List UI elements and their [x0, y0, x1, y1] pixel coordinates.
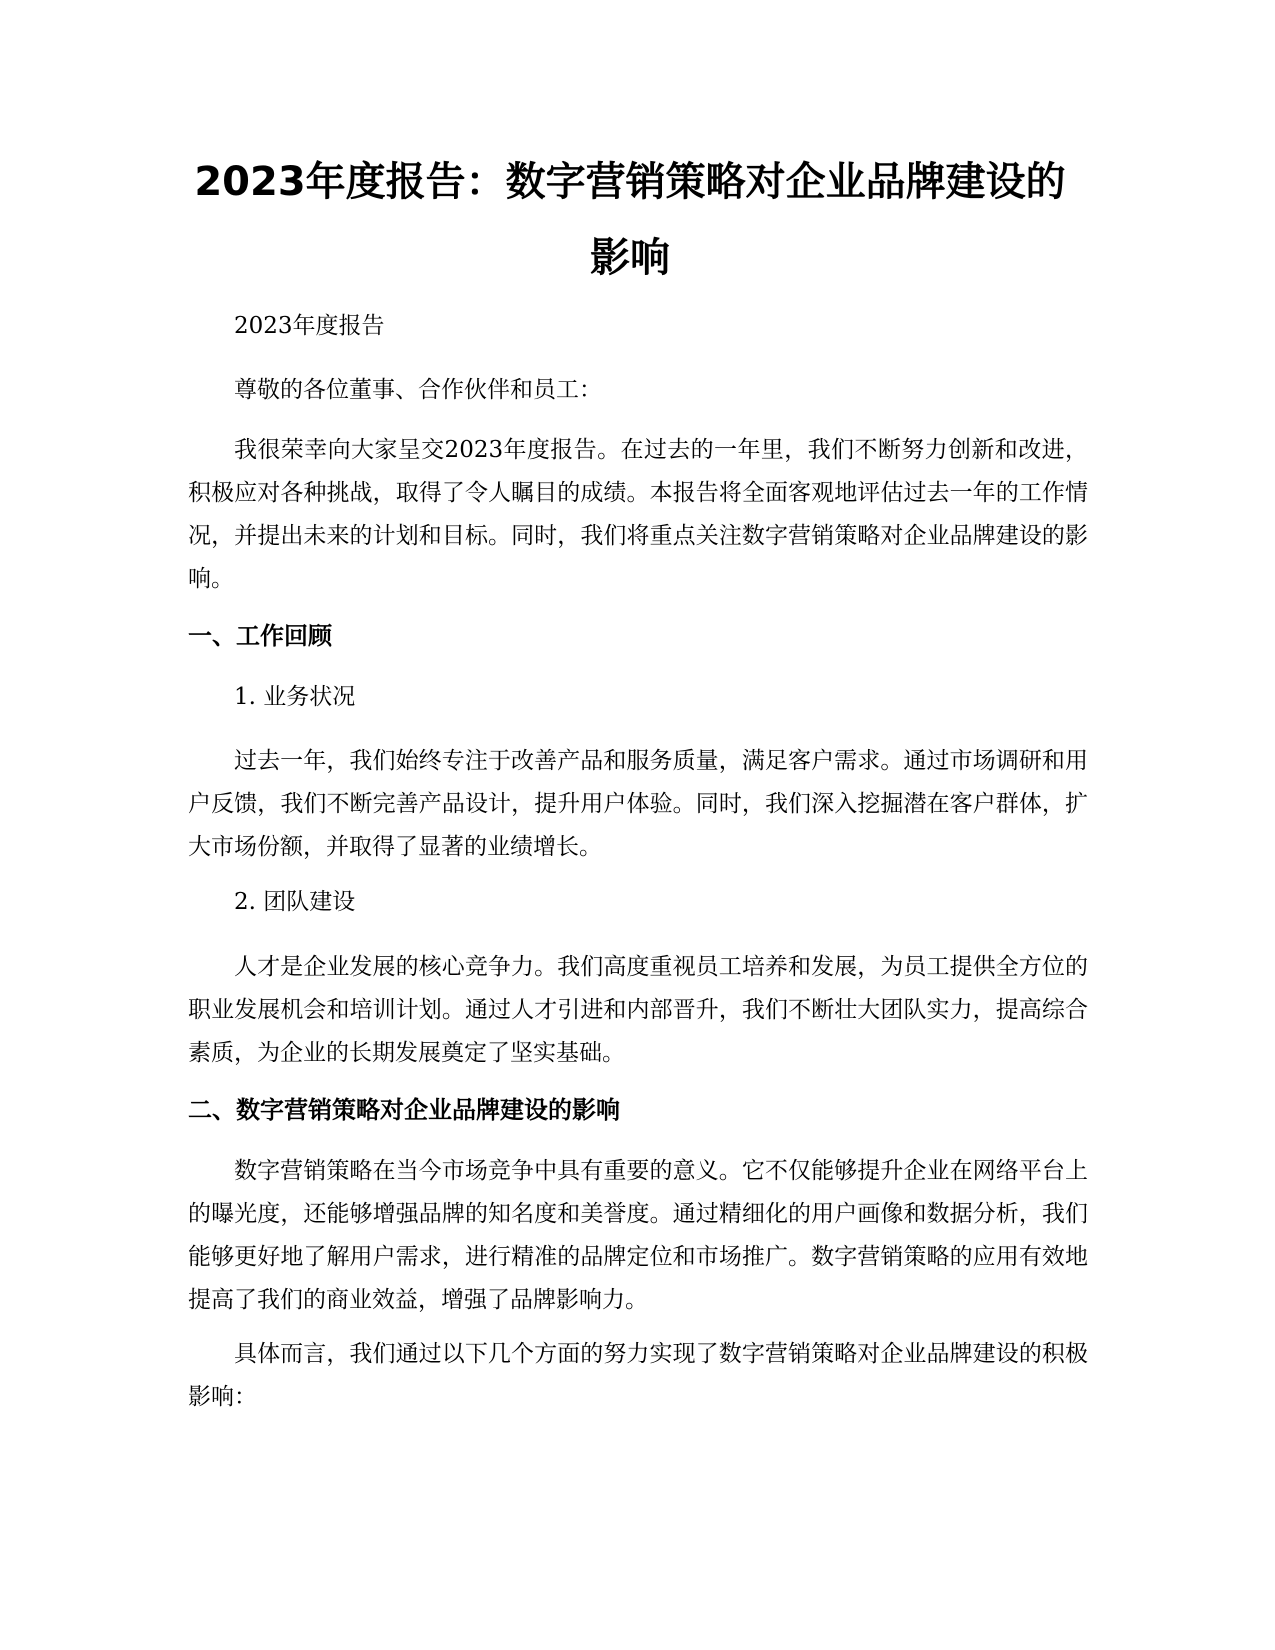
- section-heading-work-review: 一、工作回顾: [188, 622, 332, 650]
- specifics-paragraph: 具体而言，我们通过以下几个方面的努力实现了数字营销策略对企业品牌建设的积极影响：: [188, 1341, 1088, 1410]
- team-paragraph: 人才是企业发展的核心竞争力。我们高度重视员工培养和发展，为员工提供全方位的职业发展机会和培训计划。通过人才引进和内部晋升，我们不断壮大团队实力，提高综合素质，为企业的长期发展奠定了坚实基础。: [188, 954, 1088, 1066]
- section-heading-digital-marketing: 二、数字营销策略对企业品牌建设的影响: [188, 1096, 620, 1124]
- subsection-title-business: 1. 业务状况: [234, 684, 356, 710]
- business-paragraph: 过去一年，我们始终专注于改善产品和服务质量，满足客户需求。通过市场调研和用户反馈，我们不断完善产品设计，提升用户体验。同时，我们深入挖掘潜在客户群体，扩大市场份额，并取得了显著的业绩增长。: [188, 748, 1088, 860]
- document-title: 2023年度报告：数字营销策略对企业品牌建设的影响: [194, 159, 1066, 281]
- intro-paragraph: 我很荣幸向大家呈交2023年度报告。在过去的一年里，我们不断努力创新和改进，积极应对各种挑战，取得了令人瞩目的成绩。本报告将全面客观地评估过去一年的工作情况，并提出未来的计划和目标。同时，我们将重点关注数字营销策略对企业品牌建设的影响。: [188, 437, 1088, 592]
- subsection-title-team: 2. 团队建设: [234, 889, 356, 915]
- digital-marketing-paragraph: 数字营销策略在当今市场竞争中具有重要的意义。它不仅能够提升企业在网络平台上的曝光度，还能够增强品牌的知名度和美誉度。通过精细化的用户画像和数据分析，我们能够更好地了解用户需求，进行精准的品牌定位和市场推广。数字营销策略的应用有效地提高了我们的商业效益，增强了品牌影响力。: [188, 1158, 1088, 1313]
- salutation: 尊敬的各位董事、合作伙伴和员工：: [234, 377, 602, 403]
- report-label: 2023年度报告: [234, 313, 385, 339]
